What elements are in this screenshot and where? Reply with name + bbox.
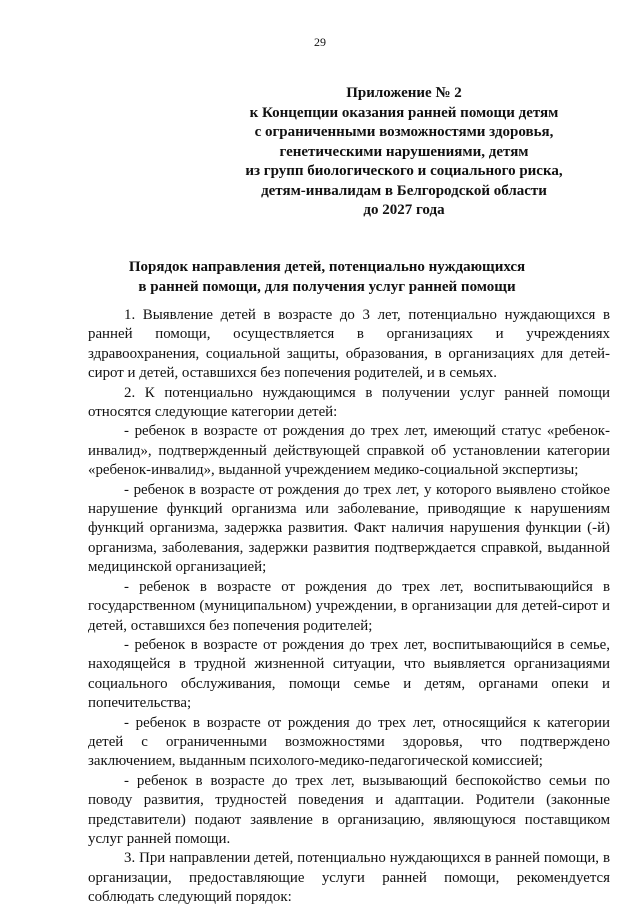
paragraph-item-2: 2. К потенциально нуждающимся в получении услуг ранней помощи относятся следующие категории детей: [88,384,610,421]
title-line: в ранней помощи, для получения услуг ранней помощи [138,278,516,295]
paragraph-item-1: 1. Выявление детей в возрасте до 3 лет, потенциально нуждающихся в ранней помощи, осуществляется в организациях и учреждениях здравоохранения, социальной защиты, образования, в организациях для детей-сирот и детей, оставшихся без попечения родителей, и в семьях. [88,307,610,382]
paragraph-category-disabled: - ребенок в возрасте от рождения до трех лет, имеющий статус «ребенок-инвалид», подтвержденный действующей справкой об установлении категории «ребенок-инвалид», выданной учреждением медико-социальной экспертизы; [88,423,610,479]
appendix-line: из групп биологического и социального риска, [245,163,563,179]
appendix-line: к Концепции оказания ранней помощи детям [249,104,559,121]
document-title [40,258,614,297]
appendix-line: с ограниченными возможностями здоровья, [254,124,554,140]
appendix-line: генетическими нарушениями, детям [279,143,529,160]
paragraph-category-difficult-situation: - ребенок в возрасте от рождения до трех лет, воспитывающийся в семье, находящейся в трудной жизненной ситуации, что выявляется организациями социального обслуживания, помощи семье и детям, органами опеки и попечительства; [88,636,610,712]
paragraph-category-limited-abilities: - ребенок в возрасте от рождения до трех лет, относящийся к категории детей с ограниченными возможностями здоровья, что подтверждено заключением, выданным психолого-медико-педагогической комиссией; [88,714,610,770]
appendix-line: детям-инвалидам в Белгородской области [261,182,547,199]
appendix-line: до 2027 года [363,202,445,218]
paragraph-category-family-concern: - ребенок в возрасте до трех лет, вызывающий беспокойство семьи по поводу развития, трудностей поведения и адаптации. Родители (законные представители) подают заявление в организацию, являющуюся поставщиком услуг ранней помощи. [88,772,610,847]
appendix-header [204,84,604,221]
appendix-line: Приложение № 2 [346,85,462,101]
paragraph-category-institution: - ребенок в возрасте от рождения до трех лет, воспитывающийся в государственном (муниципальном) учреждении, в организации для детей-сирот и детей, оставшихся без попечения родителей; [88,578,610,634]
title-line: Порядок направления детей, потенциально нуждающихся [128,259,526,275]
paragraph-item-3: 3. При направлении детей, потенциально нуждающихся в ранней помощи, в организации, предоставляющие услуги ранней помощи, рекомендуется соблюдать следующий порядок: [88,850,610,906]
paragraph-category-impairment: - ребенок в возрасте от рождения до трех лет, у которого выявлено стойкое нарушение функций организма или заболевание, приводящие к нарушениям функций организма, задержка развития. Факт наличия нарушения функции (-й) организма, заболевания, задержки развития подтверждается справкой, выданной медицинской организацией; [88,481,610,576]
page-number: 29 [314,35,326,49]
document-body [88,306,610,908]
